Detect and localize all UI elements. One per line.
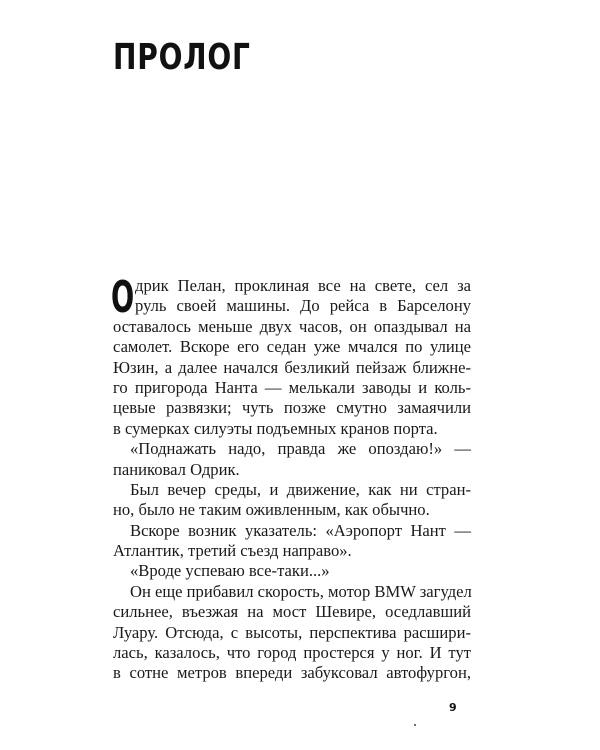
text-line: в сумерках силуэты подъемных кранов порта. [113,418,438,438]
text-line: Луару. Отсюда, с высоты, перспектива расшири- [113,622,471,642]
paragraph-opening [111,272,471,439]
paragraph-sign [113,521,471,562]
page-number: 9 [449,701,457,714]
text-line: руль своей машины. До рейса в Барселону [135,296,471,316]
chapter-title: ПРОЛОГ [113,37,251,78]
text-line: в сотне метров впереди забуксовал автофургон, [113,663,471,683]
paragraph-evening [113,480,471,521]
text-line: оставалось меньше двух часов, он опаздывал на [113,316,471,336]
text-line: но, было не таким оживленным, как обычно. [113,500,430,520]
text-line: лась, казалось, что город простерся у ног. И тут [113,643,471,663]
text-line: самолет. Вскоре его седан уже мчался по улице [113,337,471,357]
text-line: Вскоре возник указатель: «Аэропорт Нант — [130,520,471,540]
text-line: «Поднажать надо, правда же опоздаю!» — [130,439,471,459]
text-line: паниковал Одрик. [113,459,240,479]
text-line: Был вечер среды, и движение, как ни стран- [130,479,471,499]
text-line: сильнее, въезжая на мост Шевире, оседлавший [113,602,471,622]
paragraph-dialogue-1 [113,439,471,480]
text-line: го пригорода Нанта — мелькали заводы и коль- [113,377,471,397]
text-body [111,272,472,684]
text-line: Юзин, а далее начался безликий пейзаж ближне- [113,357,471,377]
print-speck [414,724,416,726]
paragraph-dialogue-2 [113,561,471,581]
text-line: Атлантик, третий съезд направо». [113,541,352,561]
text-line: цевые развязки; чуть позже смутно замаячили [113,398,471,418]
drop-cap: О [111,272,135,323]
text-line: «Вроде успеваю все-таки...» [130,561,330,581]
text-line: Он еще прибавил скорость, мотор BMW загудел [130,581,472,601]
text-line: дрик Пелан, проклиная все на свете, сел за [135,276,471,295]
paragraph-bridge [113,582,471,684]
